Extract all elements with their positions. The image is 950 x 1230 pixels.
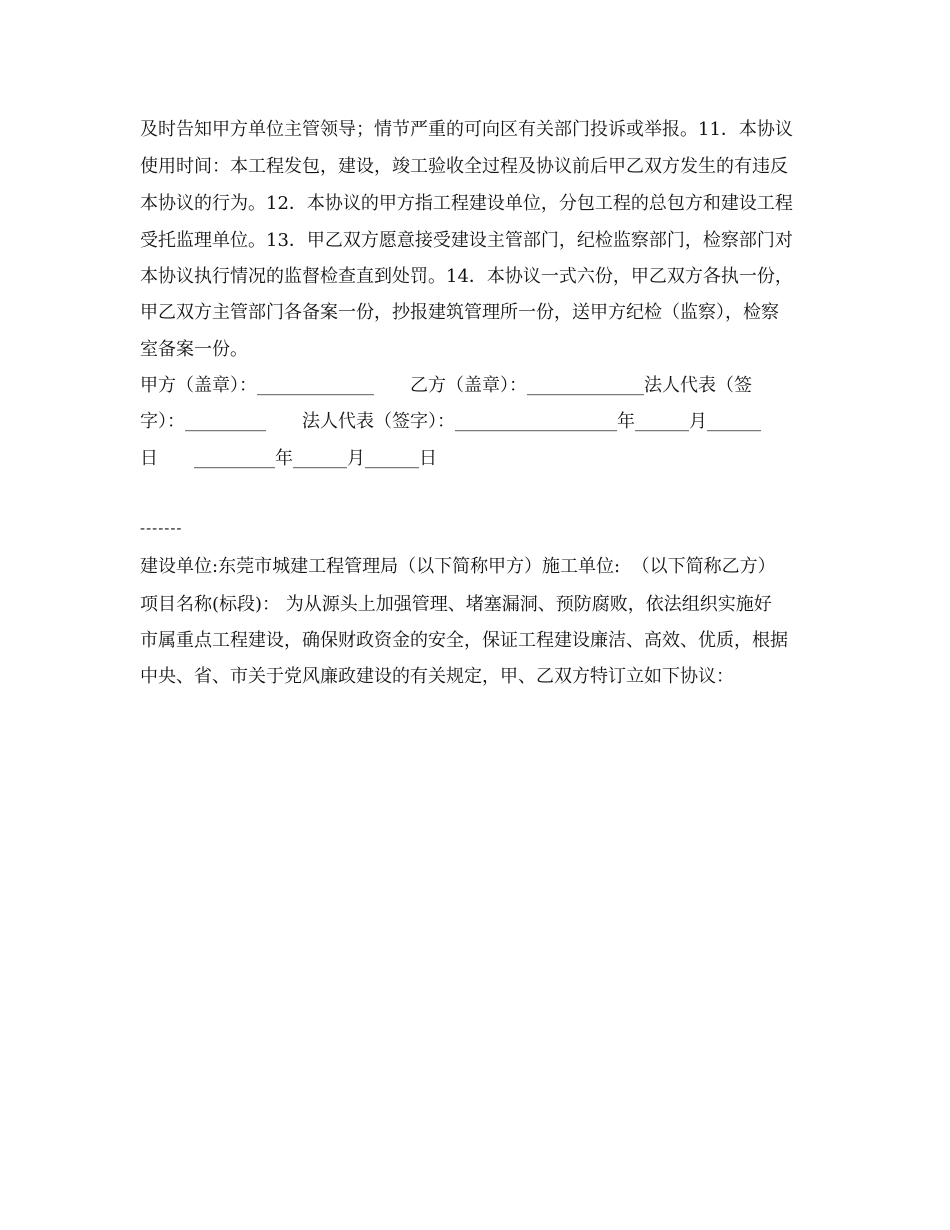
section-separator: ------- (140, 519, 183, 537)
text-line: 本协议执行情况的监督检查直到处罚。14．本协议一式六份，甲乙双方各执一份， (140, 266, 793, 287)
text-line: 建设单位:东莞市城建工程管理局（以下简称甲方）施工单位: （以下简称乙方） (140, 556, 776, 577)
text-line: 受托监理单位。13．甲乙双方愿意接受建设主管部门，纪检监察部门，检察部门对 (140, 230, 793, 251)
text-line: 甲乙双方主管部门各备案一份，抄报建筑管理所一份，送甲方纪检（监察），检察 (140, 302, 779, 323)
text-line: 市属重点工程建设，确保财政资金的安全，保证工程建设廉洁、高效、优质，根据 (140, 630, 788, 651)
signature-line-legal-representative: 字）：_________ 法人代表（签字）：__________________年______月______ (140, 411, 761, 432)
text-line: 室备案一份。 (140, 339, 248, 360)
text-line: 项目名称(标段)： 为从源头上加强管理、堵塞漏洞、预防腐败，依法组织实施好 (140, 594, 772, 615)
text-line: 本协议的行为。12．本协议的甲方指工程建设单位，分包工程的总包方和建设工程 (140, 193, 793, 214)
text-line: 中央、省、市关于党风廉政建设的有关规定，甲、乙双方特订立如下协议： (140, 666, 734, 687)
signature-line-party-a-b: 甲方（盖章）：_____________ 乙方（盖章）：_____________法人代表（签 (140, 375, 752, 396)
signature-line-date: 日 _________年______月______日 (140, 448, 437, 469)
text-line: 及时告知甲方单位主管领导；情节严重的可向区有关部门投诉或举报。11．本协议 (140, 119, 793, 140)
text-line: 使用时间：本工程发包，建设，竣工验收全过程及协议前后甲乙双方发生的有违反 (140, 156, 788, 177)
